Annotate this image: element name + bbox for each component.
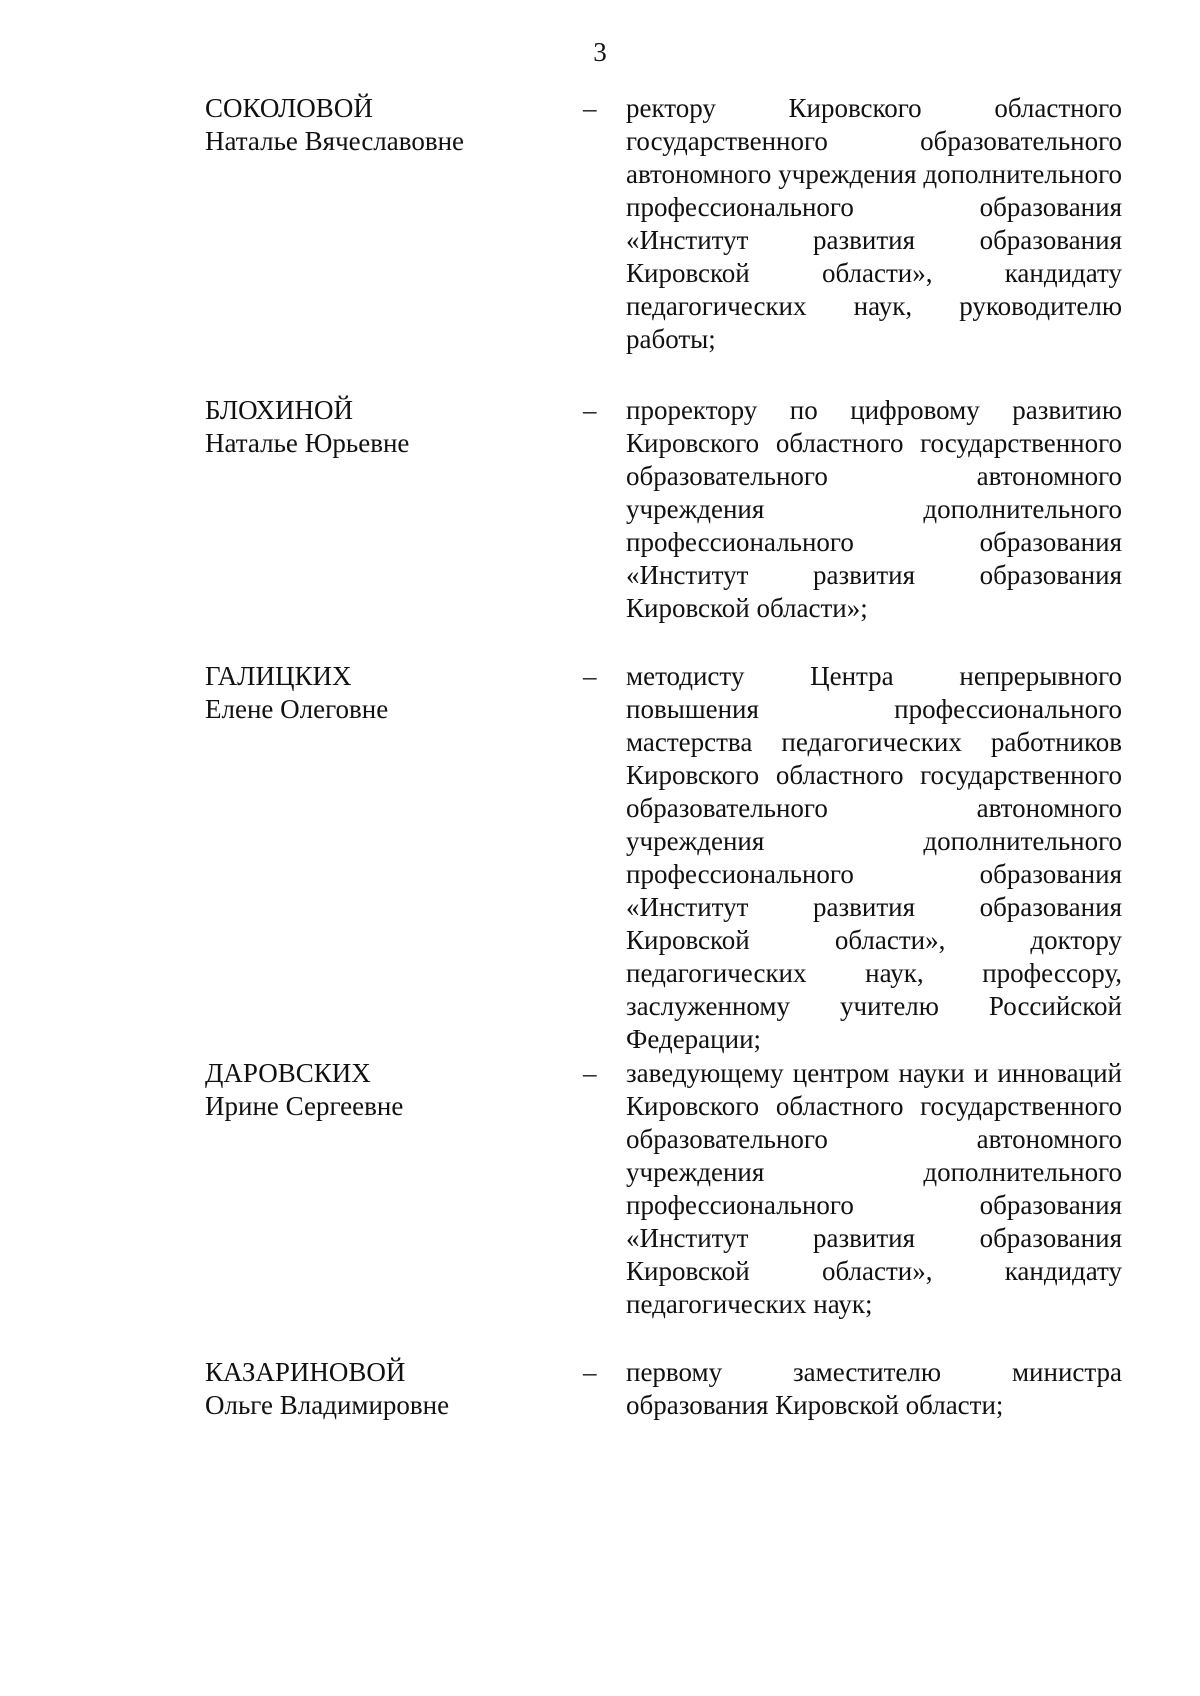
- appointee-name: [205, 660, 535, 726]
- appointee-given-name: Ирине Сергеевне: [205, 1091, 404, 1121]
- entry-dash: –: [583, 395, 597, 425]
- appointee-role: методисту Центра непрерывного повышения профессионального мастерства педагогических работников Кировского областного государственного образовательного автономного учреждения дополнительного профессионального образования «Институт развития образования Кировской области», доктору педагогических наук, профессору, заслуженному учителю Российской Федерации;: [626, 661, 1122, 1054]
- appointee-role: проректору по цифровому развитию Кировского областного государственного образовательного автономного учреждения дополнительного профессионального образования «Институт развития образования Кировской области»;: [626, 395, 1122, 623]
- appointee-given-name: Наталье Юрьевне: [205, 428, 410, 458]
- appointee-name: [205, 394, 535, 460]
- appointee-name: [205, 1057, 535, 1123]
- appointee-given-name: Наталье Вячеславовне: [205, 126, 465, 156]
- appointee-given-name: Ольге Владимировне: [205, 1390, 450, 1420]
- appointee-role: ректору Кировского областного государственного образовательного автономного учреждения дополнительного профессионального образования «Институт развития образования Кировской области», кандидату педагогических наук, руководителю работы;: [626, 93, 1122, 354]
- appointee-surname: ДАРОВСКИХ: [205, 1058, 371, 1088]
- appointee-surname: БЛОХИНОЙ: [205, 395, 354, 425]
- appointee-surname: КАЗАРИНОВОЙ: [205, 1357, 406, 1387]
- entry-dash: –: [583, 93, 597, 123]
- entry-dash: –: [583, 1357, 597, 1387]
- appointee-given-name: Елене Олеговне: [205, 694, 389, 724]
- appointee-name: [205, 92, 535, 158]
- appointee-role: заведующему центром науки и инноваций Кировского областного государственного образовательного автономного учреждения дополнительного профессионального образования «Институт развития образования Кировской области», кандидату педагогических наук;: [626, 1058, 1122, 1319]
- appointee-role: первому заместителю министра образования Кировской области;: [626, 1357, 1122, 1420]
- appointee-surname: ГАЛИЦКИХ: [205, 661, 352, 691]
- appointee-name: [205, 1356, 535, 1422]
- page-number: 3: [593, 37, 607, 67]
- entry-dash: –: [583, 661, 597, 691]
- entry-dash: –: [583, 1058, 597, 1088]
- appointee-surname: СОКОЛОВОЙ: [205, 93, 373, 123]
